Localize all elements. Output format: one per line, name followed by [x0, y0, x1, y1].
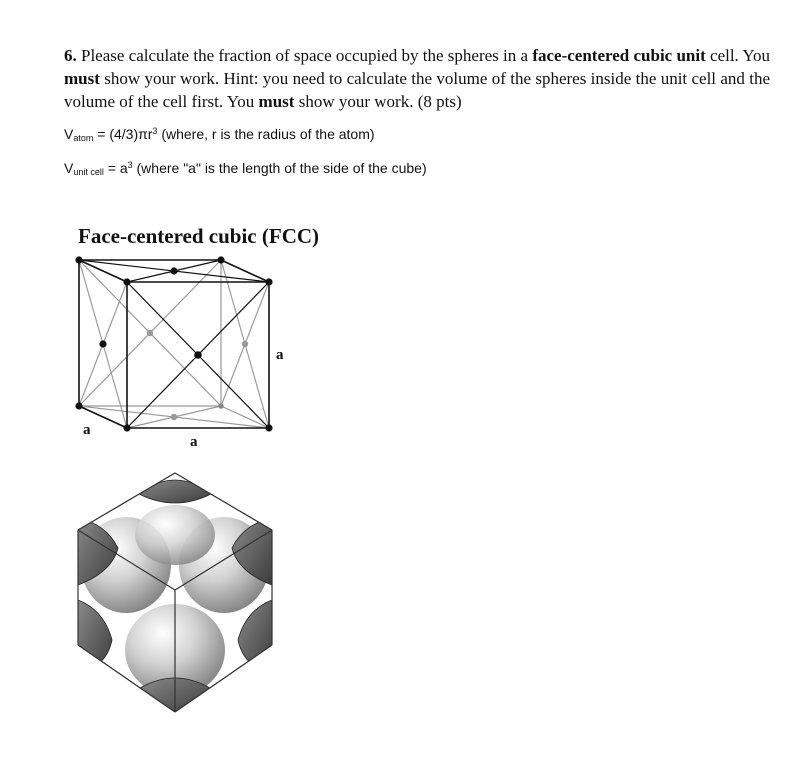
formula-atom-symbol: V: [64, 126, 74, 142]
question-bold-must-2: must: [258, 92, 295, 111]
edge-label-right: a: [276, 347, 284, 363]
face-center-atoms: [99, 267, 248, 420]
formula-cell-note: (where "a" is the length of the side of the cube): [132, 160, 427, 176]
face-diagonals: [79, 260, 269, 428]
formula-atom-subscript: atom: [73, 133, 94, 143]
hidden-edges: [79, 260, 269, 428]
formula-atom-exponent: 3: [152, 126, 158, 136]
formula-cell-subscript: unit cell: [73, 167, 104, 177]
question-bold-must-1: must: [64, 69, 100, 88]
formula-cell-exponent: 3: [127, 160, 133, 170]
fcc-wireframe-diagram: [75, 256, 284, 450]
formula-cell-expression: = a: [103, 160, 128, 176]
formula-atom-expression: = (4/3)πr: [93, 126, 153, 142]
edge-label-left: a: [83, 422, 91, 438]
question-text-part-4: show your work. (8 pts): [294, 92, 462, 111]
formula-atom-note: (where, r is the radius of the atom): [157, 126, 375, 142]
question-text-part-3: show your work. Hint: you need to calculate the volume of the spheres inside the unit cell and the volume of the cell first. You: [64, 69, 770, 111]
question-text-part-1: Please calculate the fraction of space occupied by the spheres in a: [76, 46, 533, 65]
question-number: 6.: [64, 46, 77, 65]
edge-label-bottom: a: [190, 434, 198, 450]
formula-cell-symbol: V: [64, 160, 74, 176]
question-text-part-2: cell. You: [705, 46, 771, 65]
fcc-space-filling-model: [78, 473, 272, 712]
visible-edges: [79, 260, 269, 428]
question-bold-fcc: face-centered cubic unit: [532, 46, 706, 65]
figure-title: Face-centered cubic (FCC): [78, 224, 320, 248]
